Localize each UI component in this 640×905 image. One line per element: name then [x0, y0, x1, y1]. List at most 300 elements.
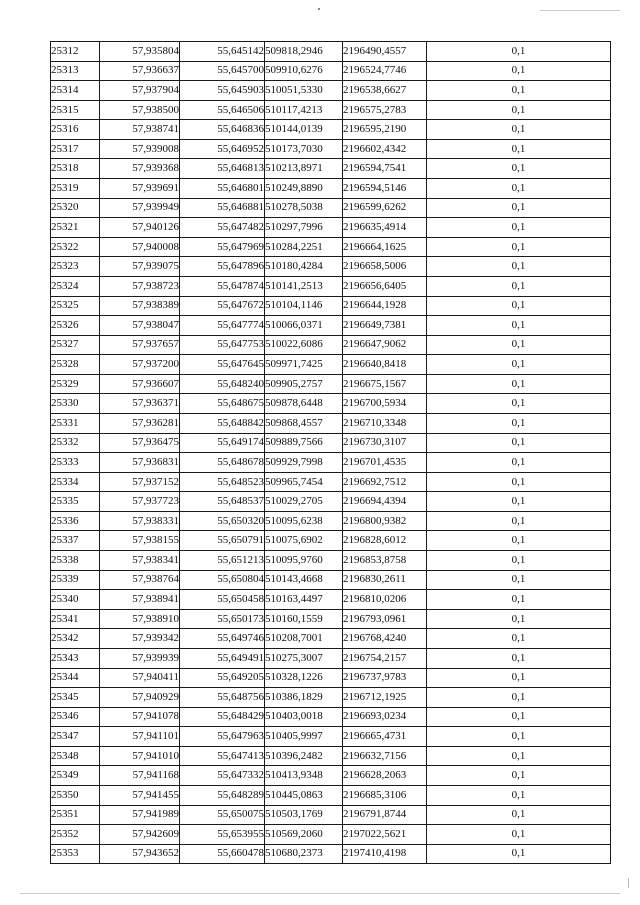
accuracy-cell: 0,1 — [427, 394, 611, 414]
point-number-cell: 25346 — [51, 707, 100, 727]
longitude-cell: 55,645700 — [180, 61, 265, 81]
scan-line-top — [540, 10, 620, 11]
latitude-cell: 57,940126 — [100, 218, 180, 238]
longitude-cell: 55,646801 — [180, 179, 265, 199]
point-number-cell: 25327 — [51, 335, 100, 355]
x-coordinate-cell: 510680,2373 — [265, 844, 343, 864]
accuracy-cell: 0,1 — [427, 433, 611, 453]
coordinates-table — [50, 41, 611, 864]
table-row — [51, 785, 611, 805]
accuracy-cell: 0,1 — [427, 81, 611, 101]
accuracy-cell: 0,1 — [427, 805, 611, 825]
y-coordinate-cell: 2196664,1625 — [343, 237, 427, 257]
point-number-cell: 25334 — [51, 472, 100, 492]
longitude-cell: 55,646506 — [180, 100, 265, 120]
table-row — [51, 139, 611, 159]
point-number-cell: 25321 — [51, 218, 100, 238]
y-coordinate-cell: 2196658,5006 — [343, 257, 427, 277]
table-row — [51, 394, 611, 414]
point-number-cell: 25341 — [51, 609, 100, 629]
y-coordinate-cell: 2196594,5146 — [343, 179, 427, 199]
longitude-cell: 55,647753 — [180, 335, 265, 355]
x-coordinate-cell: 510075,6902 — [265, 531, 343, 551]
x-coordinate-cell: 509971,7425 — [265, 355, 343, 375]
longitude-cell: 55,647774 — [180, 316, 265, 336]
accuracy-cell: 0,1 — [427, 296, 611, 316]
y-coordinate-cell: 2196490,4557 — [343, 42, 427, 62]
latitude-cell: 57,938500 — [100, 100, 180, 120]
table-row — [51, 316, 611, 336]
point-number-cell: 25316 — [51, 120, 100, 140]
table-row — [51, 511, 611, 531]
x-coordinate-cell: 510249,8890 — [265, 179, 343, 199]
y-coordinate-cell: 2196693,0234 — [343, 707, 427, 727]
point-number-cell: 25325 — [51, 296, 100, 316]
accuracy-cell: 0,1 — [427, 198, 611, 218]
y-coordinate-cell: 2196575,2783 — [343, 100, 427, 120]
point-number-cell: 25328 — [51, 355, 100, 375]
y-coordinate-cell: 2196692,7512 — [343, 472, 427, 492]
accuracy-cell: 0,1 — [427, 120, 611, 140]
y-coordinate-cell: 2196647,9062 — [343, 335, 427, 355]
scan-mark-bottom — [628, 878, 629, 888]
point-number-cell: 25338 — [51, 551, 100, 571]
point-number-cell: 25330 — [51, 394, 100, 414]
table-row — [51, 81, 611, 101]
accuracy-cell: 0,1 — [427, 844, 611, 864]
table-row — [51, 218, 611, 238]
accuracy-cell: 0,1 — [427, 257, 611, 277]
accuracy-cell: 0,1 — [427, 511, 611, 531]
x-coordinate-cell: 510095,6238 — [265, 511, 343, 531]
point-number-cell: 25318 — [51, 159, 100, 179]
accuracy-cell: 0,1 — [427, 688, 611, 708]
x-coordinate-cell: 509965,7454 — [265, 472, 343, 492]
accuracy-cell: 0,1 — [427, 766, 611, 786]
x-coordinate-cell: 510403,0018 — [265, 707, 343, 727]
accuracy-cell: 0,1 — [427, 42, 611, 62]
longitude-cell: 55,649205 — [180, 668, 265, 688]
latitude-cell: 57,937657 — [100, 335, 180, 355]
x-coordinate-cell: 510141,2513 — [265, 276, 343, 296]
latitude-cell: 57,938331 — [100, 511, 180, 531]
longitude-cell: 55,646952 — [180, 139, 265, 159]
latitude-cell: 57,941989 — [100, 805, 180, 825]
y-coordinate-cell: 2196538,6627 — [343, 81, 427, 101]
table-row — [51, 296, 611, 316]
y-coordinate-cell: 2196640,8418 — [343, 355, 427, 375]
latitude-cell: 57,938941 — [100, 590, 180, 610]
point-number-cell: 25343 — [51, 648, 100, 668]
longitude-cell: 55,648842 — [180, 413, 265, 433]
y-coordinate-cell: 2196791,8744 — [343, 805, 427, 825]
longitude-cell: 55,647963 — [180, 727, 265, 747]
point-number-cell: 25349 — [51, 766, 100, 786]
point-number-cell: 25348 — [51, 746, 100, 766]
longitude-cell: 55,648756 — [180, 688, 265, 708]
x-coordinate-cell: 510445,0863 — [265, 785, 343, 805]
point-number-cell: 25337 — [51, 531, 100, 551]
latitude-cell: 57,940929 — [100, 688, 180, 708]
table-row — [51, 805, 611, 825]
accuracy-cell: 0,1 — [427, 218, 611, 238]
y-coordinate-cell: 2197022,5621 — [343, 825, 427, 845]
accuracy-cell: 0,1 — [427, 139, 611, 159]
x-coordinate-cell: 510180,4284 — [265, 257, 343, 277]
y-coordinate-cell: 2196694,4394 — [343, 492, 427, 512]
table-row — [51, 590, 611, 610]
scan-line-bottom — [20, 893, 620, 894]
point-number-cell: 25329 — [51, 374, 100, 394]
table-row — [51, 472, 611, 492]
table-row — [51, 433, 611, 453]
scan-mark — [318, 8, 320, 10]
point-number-cell: 25352 — [51, 825, 100, 845]
latitude-cell: 57,936607 — [100, 374, 180, 394]
x-coordinate-cell: 510396,2482 — [265, 746, 343, 766]
table-row — [51, 531, 611, 551]
x-coordinate-cell: 510117,4213 — [265, 100, 343, 120]
latitude-cell: 57,936637 — [100, 61, 180, 81]
y-coordinate-cell: 2196793,0961 — [343, 609, 427, 629]
latitude-cell: 57,939008 — [100, 139, 180, 159]
x-coordinate-cell: 510022,6086 — [265, 335, 343, 355]
accuracy-cell: 0,1 — [427, 629, 611, 649]
longitude-cell: 55,648289 — [180, 785, 265, 805]
accuracy-cell: 0,1 — [427, 492, 611, 512]
y-coordinate-cell: 2196628,2063 — [343, 766, 427, 786]
x-coordinate-cell: 510297,7996 — [265, 218, 343, 238]
point-number-cell: 25344 — [51, 668, 100, 688]
x-coordinate-cell: 510104,1146 — [265, 296, 343, 316]
accuracy-cell: 0,1 — [427, 179, 611, 199]
x-coordinate-cell: 510163,4497 — [265, 590, 343, 610]
point-number-cell: 25332 — [51, 433, 100, 453]
x-coordinate-cell: 509878,6448 — [265, 394, 343, 414]
y-coordinate-cell: 2196712,1925 — [343, 688, 427, 708]
y-coordinate-cell: 2196524,7746 — [343, 61, 427, 81]
table-row — [51, 668, 611, 688]
longitude-cell: 55,650173 — [180, 609, 265, 629]
table-row — [51, 844, 611, 864]
accuracy-cell: 0,1 — [427, 100, 611, 120]
latitude-cell: 57,936475 — [100, 433, 180, 453]
table-row — [51, 727, 611, 747]
x-coordinate-cell: 509905,2757 — [265, 374, 343, 394]
x-coordinate-cell: 510095,9760 — [265, 551, 343, 571]
accuracy-cell: 0,1 — [427, 746, 611, 766]
longitude-cell: 55,648523 — [180, 472, 265, 492]
table-row — [51, 42, 611, 62]
y-coordinate-cell: 2196595,2190 — [343, 120, 427, 140]
x-coordinate-cell: 510328,1226 — [265, 668, 343, 688]
point-number-cell: 25335 — [51, 492, 100, 512]
point-number-cell: 25317 — [51, 139, 100, 159]
point-number-cell: 25353 — [51, 844, 100, 864]
table-row — [51, 825, 611, 845]
longitude-cell: 55,647482 — [180, 218, 265, 238]
y-coordinate-cell: 2196685,3106 — [343, 785, 427, 805]
table-row — [51, 100, 611, 120]
x-coordinate-cell: 509889,7566 — [265, 433, 343, 453]
x-coordinate-cell: 510160,1559 — [265, 609, 343, 629]
latitude-cell: 57,940008 — [100, 237, 180, 257]
accuracy-cell: 0,1 — [427, 159, 611, 179]
longitude-cell: 55,648678 — [180, 453, 265, 473]
y-coordinate-cell: 2196602,4342 — [343, 139, 427, 159]
longitude-cell: 55,648675 — [180, 394, 265, 414]
latitude-cell: 57,939075 — [100, 257, 180, 277]
point-number-cell: 25333 — [51, 453, 100, 473]
longitude-cell: 55,650804 — [180, 570, 265, 590]
table-row — [51, 766, 611, 786]
longitude-cell: 55,648537 — [180, 492, 265, 512]
x-coordinate-cell: 510278,5038 — [265, 198, 343, 218]
accuracy-cell: 0,1 — [427, 237, 611, 257]
accuracy-cell: 0,1 — [427, 785, 611, 805]
y-coordinate-cell: 2196675,1567 — [343, 374, 427, 394]
longitude-cell: 55,645142 — [180, 42, 265, 62]
accuracy-cell: 0,1 — [427, 531, 611, 551]
point-number-cell: 25323 — [51, 257, 100, 277]
accuracy-cell: 0,1 — [427, 570, 611, 590]
accuracy-cell: 0,1 — [427, 335, 611, 355]
point-number-cell: 25314 — [51, 81, 100, 101]
accuracy-cell: 0,1 — [427, 355, 611, 375]
longitude-cell: 55,650791 — [180, 531, 265, 551]
x-coordinate-cell: 510405,9997 — [265, 727, 343, 747]
accuracy-cell: 0,1 — [427, 668, 611, 688]
point-number-cell: 25347 — [51, 727, 100, 747]
accuracy-cell: 0,1 — [427, 707, 611, 727]
longitude-cell: 55,645903 — [180, 81, 265, 101]
table-row — [51, 237, 611, 257]
point-number-cell: 25320 — [51, 198, 100, 218]
y-coordinate-cell: 2196656,6405 — [343, 276, 427, 296]
table-row — [51, 609, 611, 629]
accuracy-cell: 0,1 — [427, 316, 611, 336]
y-coordinate-cell: 2196754,2157 — [343, 648, 427, 668]
longitude-cell: 55,647672 — [180, 296, 265, 316]
accuracy-cell: 0,1 — [427, 648, 611, 668]
point-number-cell: 25340 — [51, 590, 100, 610]
point-number-cell: 25322 — [51, 237, 100, 257]
y-coordinate-cell: 2196632,7156 — [343, 746, 427, 766]
longitude-cell: 55,650320 — [180, 511, 265, 531]
longitude-cell: 55,647413 — [180, 746, 265, 766]
table-row — [51, 551, 611, 571]
x-coordinate-cell: 510275,3007 — [265, 648, 343, 668]
point-number-cell: 25351 — [51, 805, 100, 825]
latitude-cell: 57,941078 — [100, 707, 180, 727]
table-row — [51, 629, 611, 649]
table-row — [51, 159, 611, 179]
x-coordinate-cell: 510213,8971 — [265, 159, 343, 179]
x-coordinate-cell: 510284,2251 — [265, 237, 343, 257]
y-coordinate-cell: 2196599,6262 — [343, 198, 427, 218]
table-row — [51, 570, 611, 590]
table-row — [51, 198, 611, 218]
point-number-cell: 25345 — [51, 688, 100, 708]
table-row — [51, 648, 611, 668]
latitude-cell: 57,939939 — [100, 648, 180, 668]
point-number-cell: 25313 — [51, 61, 100, 81]
y-coordinate-cell: 2196768,4240 — [343, 629, 427, 649]
latitude-cell: 57,941010 — [100, 746, 180, 766]
x-coordinate-cell: 510029,2705 — [265, 492, 343, 512]
table-row — [51, 355, 611, 375]
table-row — [51, 707, 611, 727]
table-row — [51, 257, 611, 277]
x-coordinate-cell: 510173,7030 — [265, 139, 343, 159]
latitude-cell: 57,939342 — [100, 629, 180, 649]
latitude-cell: 57,936371 — [100, 394, 180, 414]
y-coordinate-cell: 2197410,4198 — [343, 844, 427, 864]
latitude-cell: 57,942609 — [100, 825, 180, 845]
latitude-cell: 57,938389 — [100, 296, 180, 316]
table-row — [51, 61, 611, 81]
coordinates-table-body — [51, 42, 611, 864]
accuracy-cell: 0,1 — [427, 825, 611, 845]
longitude-cell: 55,651213 — [180, 551, 265, 571]
x-coordinate-cell: 509929,7998 — [265, 453, 343, 473]
y-coordinate-cell: 2196594,7541 — [343, 159, 427, 179]
latitude-cell: 57,938764 — [100, 570, 180, 590]
y-coordinate-cell: 2196830,2611 — [343, 570, 427, 590]
x-coordinate-cell: 509910,6276 — [265, 61, 343, 81]
longitude-cell: 55,647645 — [180, 355, 265, 375]
point-number-cell: 25342 — [51, 629, 100, 649]
table-row — [51, 413, 611, 433]
table-row — [51, 179, 611, 199]
longitude-cell: 55,646813 — [180, 159, 265, 179]
x-coordinate-cell: 510569,2060 — [265, 825, 343, 845]
point-number-cell: 25331 — [51, 413, 100, 433]
accuracy-cell: 0,1 — [427, 413, 611, 433]
point-number-cell: 25315 — [51, 100, 100, 120]
accuracy-cell: 0,1 — [427, 551, 611, 571]
latitude-cell: 57,938910 — [100, 609, 180, 629]
table-row — [51, 746, 611, 766]
y-coordinate-cell: 2196828,6012 — [343, 531, 427, 551]
latitude-cell: 57,939949 — [100, 198, 180, 218]
table-row — [51, 120, 611, 140]
table-row — [51, 276, 611, 296]
point-number-cell: 25336 — [51, 511, 100, 531]
longitude-cell: 55,648240 — [180, 374, 265, 394]
x-coordinate-cell: 510143,4668 — [265, 570, 343, 590]
point-number-cell: 25350 — [51, 785, 100, 805]
longitude-cell: 55,660478 — [180, 844, 265, 864]
latitude-cell: 57,937200 — [100, 355, 180, 375]
accuracy-cell: 0,1 — [427, 727, 611, 747]
latitude-cell: 57,935804 — [100, 42, 180, 62]
longitude-cell: 55,649174 — [180, 433, 265, 453]
latitude-cell: 57,943652 — [100, 844, 180, 864]
x-coordinate-cell: 510144,0139 — [265, 120, 343, 140]
table-row — [51, 492, 611, 512]
latitude-cell: 57,937904 — [100, 81, 180, 101]
accuracy-cell: 0,1 — [427, 276, 611, 296]
x-coordinate-cell: 510208,7001 — [265, 629, 343, 649]
latitude-cell: 57,940411 — [100, 668, 180, 688]
latitude-cell: 57,938155 — [100, 531, 180, 551]
longitude-cell: 55,647896 — [180, 257, 265, 277]
y-coordinate-cell: 2196700,5934 — [343, 394, 427, 414]
longitude-cell: 55,647332 — [180, 766, 265, 786]
longitude-cell: 55,649746 — [180, 629, 265, 649]
table-row — [51, 374, 611, 394]
accuracy-cell: 0,1 — [427, 609, 611, 629]
y-coordinate-cell: 2196853,8758 — [343, 551, 427, 571]
y-coordinate-cell: 2196701,4535 — [343, 453, 427, 473]
x-coordinate-cell: 509868,4557 — [265, 413, 343, 433]
latitude-cell: 57,936831 — [100, 453, 180, 473]
x-coordinate-cell: 509818,2946 — [265, 42, 343, 62]
accuracy-cell: 0,1 — [427, 590, 611, 610]
table-row — [51, 453, 611, 473]
accuracy-cell: 0,1 — [427, 472, 611, 492]
latitude-cell: 57,937152 — [100, 472, 180, 492]
latitude-cell: 57,938047 — [100, 316, 180, 336]
y-coordinate-cell: 2196649,7381 — [343, 316, 427, 336]
x-coordinate-cell: 510503,1769 — [265, 805, 343, 825]
x-coordinate-cell: 510051,5330 — [265, 81, 343, 101]
point-number-cell: 25312 — [51, 42, 100, 62]
x-coordinate-cell: 510386,1829 — [265, 688, 343, 708]
y-coordinate-cell: 2196737,9783 — [343, 668, 427, 688]
longitude-cell: 55,647969 — [180, 237, 265, 257]
accuracy-cell: 0,1 — [427, 453, 611, 473]
y-coordinate-cell: 2196635,4914 — [343, 218, 427, 238]
longitude-cell: 55,649491 — [180, 648, 265, 668]
longitude-cell: 55,653955 — [180, 825, 265, 845]
latitude-cell: 57,939368 — [100, 159, 180, 179]
point-number-cell: 25326 — [51, 316, 100, 336]
latitude-cell: 57,939691 — [100, 179, 180, 199]
table-row — [51, 335, 611, 355]
accuracy-cell: 0,1 — [427, 61, 611, 81]
latitude-cell: 57,938741 — [100, 120, 180, 140]
latitude-cell: 57,938341 — [100, 551, 180, 571]
table-row — [51, 688, 611, 708]
longitude-cell: 55,648429 — [180, 707, 265, 727]
longitude-cell: 55,646881 — [180, 198, 265, 218]
latitude-cell: 57,941455 — [100, 785, 180, 805]
point-number-cell: 25324 — [51, 276, 100, 296]
accuracy-cell: 0,1 — [427, 374, 611, 394]
latitude-cell: 57,937723 — [100, 492, 180, 512]
longitude-cell: 55,650075 — [180, 805, 265, 825]
y-coordinate-cell: 2196810,0206 — [343, 590, 427, 610]
point-number-cell: 25319 — [51, 179, 100, 199]
y-coordinate-cell: 2196644,1928 — [343, 296, 427, 316]
latitude-cell: 57,941101 — [100, 727, 180, 747]
y-coordinate-cell: 2196800,9382 — [343, 511, 427, 531]
y-coordinate-cell: 2196710,3348 — [343, 413, 427, 433]
latitude-cell: 57,938723 — [100, 276, 180, 296]
y-coordinate-cell: 2196730,3107 — [343, 433, 427, 453]
y-coordinate-cell: 2196665,4731 — [343, 727, 427, 747]
latitude-cell: 57,936281 — [100, 413, 180, 433]
latitude-cell: 57,941168 — [100, 766, 180, 786]
point-number-cell: 25339 — [51, 570, 100, 590]
x-coordinate-cell: 510413,9348 — [265, 766, 343, 786]
longitude-cell: 55,646836 — [180, 120, 265, 140]
longitude-cell: 55,650458 — [180, 590, 265, 610]
x-coordinate-cell: 510066,0371 — [265, 316, 343, 336]
longitude-cell: 55,647874 — [180, 276, 265, 296]
